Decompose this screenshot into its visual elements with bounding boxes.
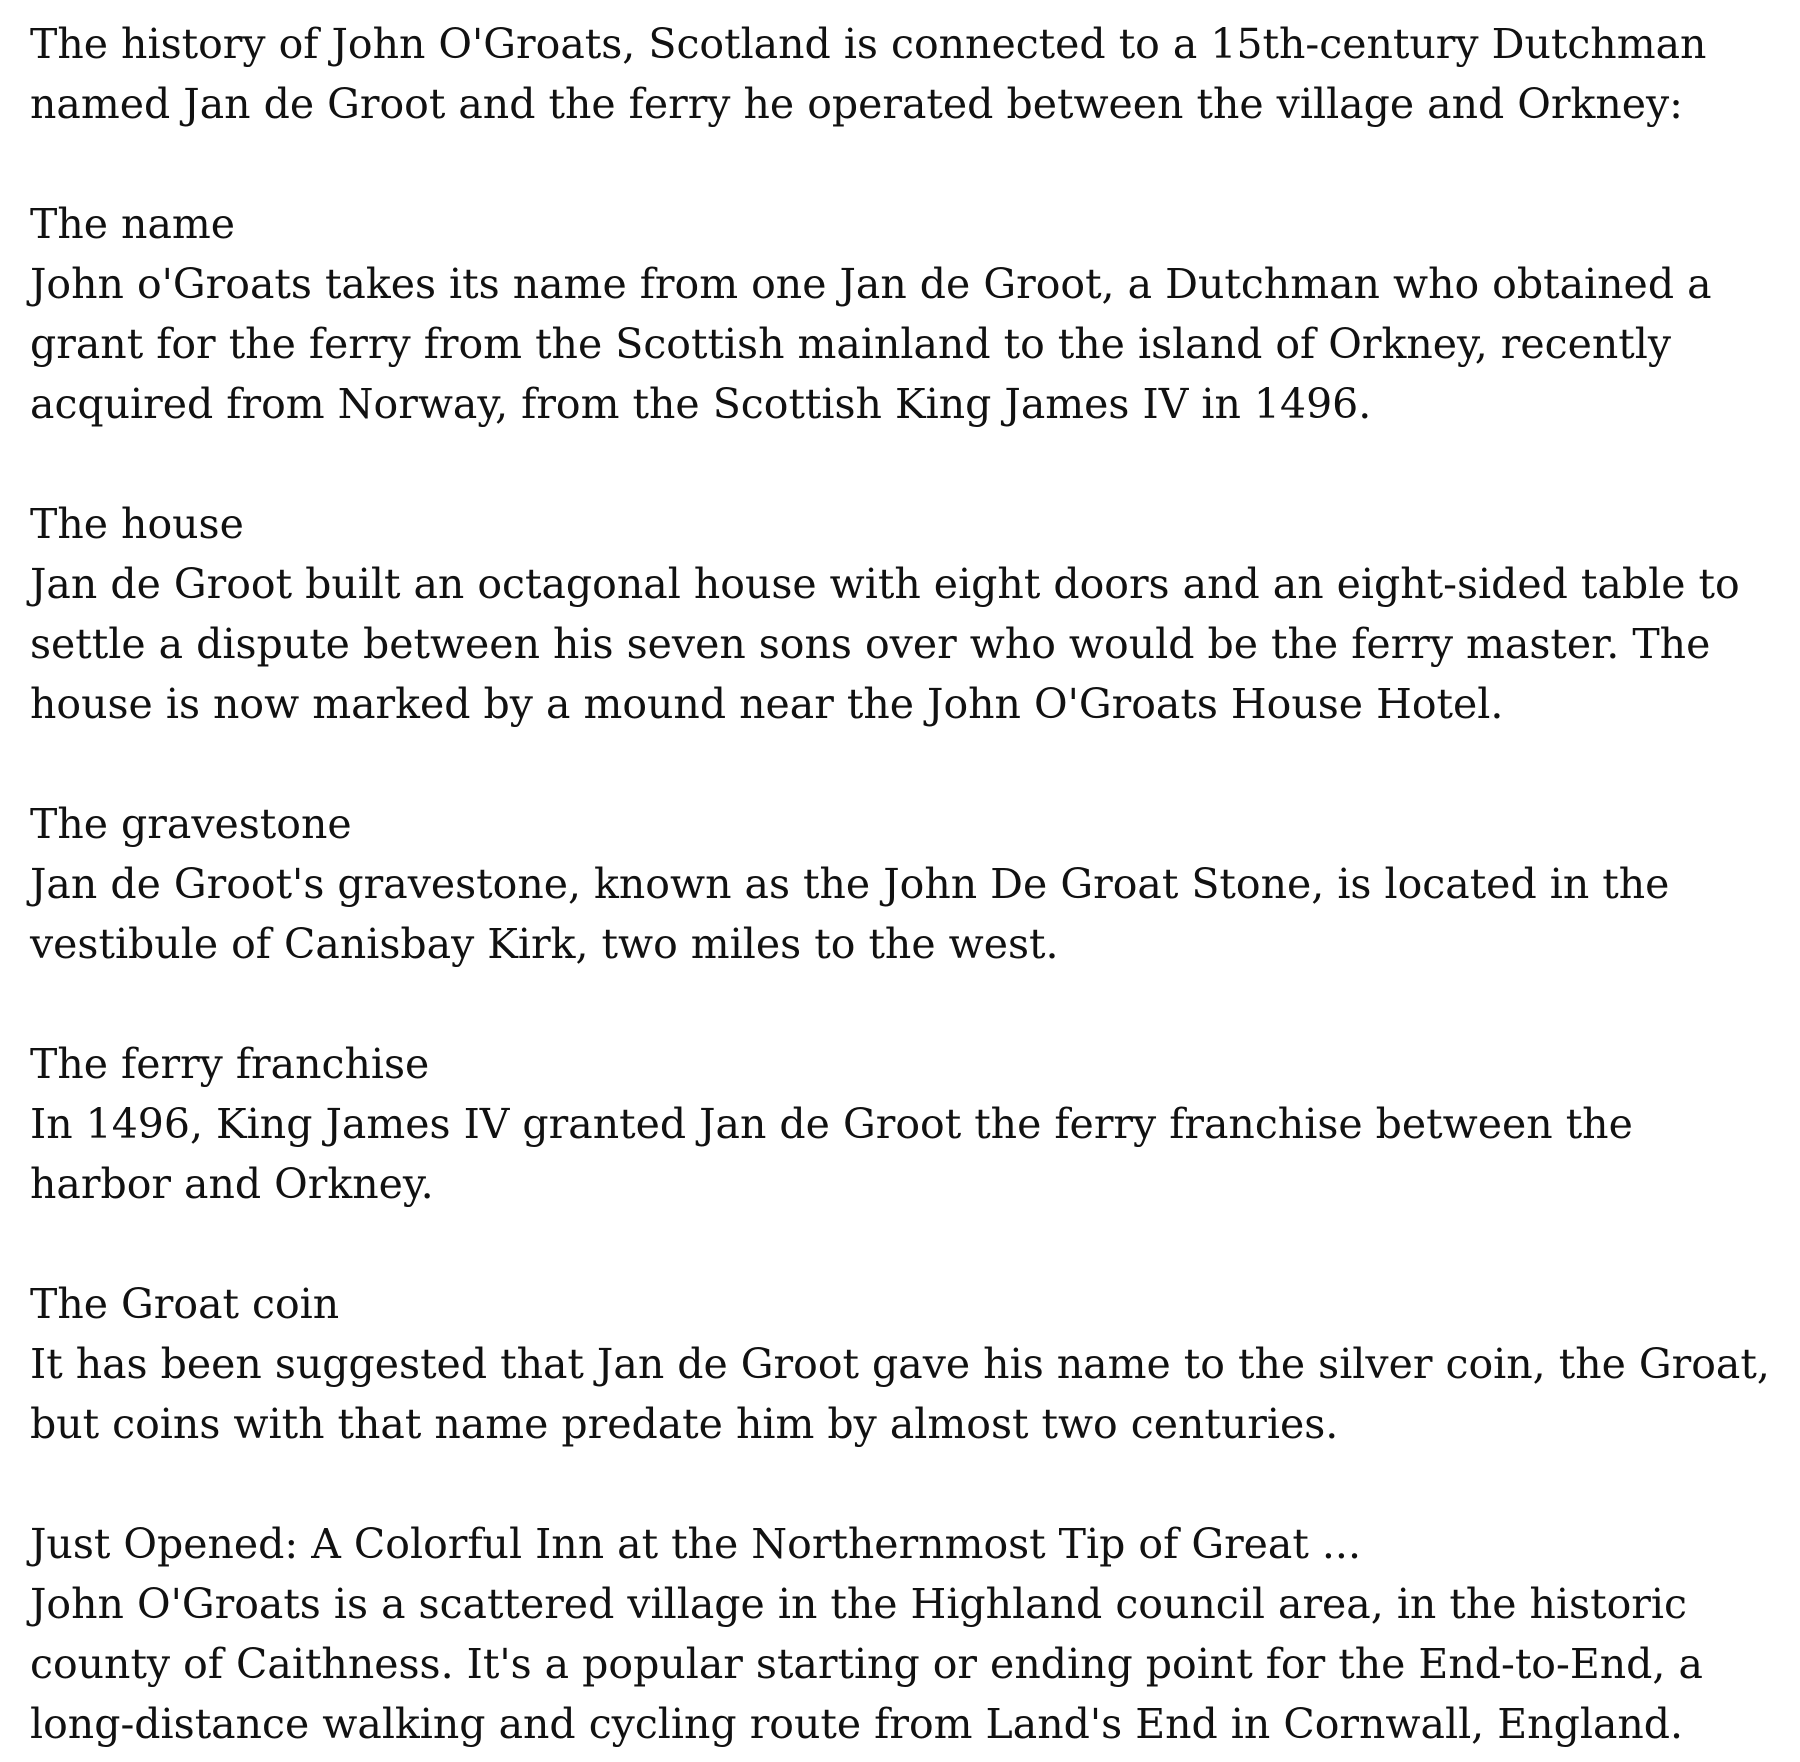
section-the-name bbox=[30, 194, 1770, 434]
section-the-groat-coin bbox=[30, 1274, 1770, 1454]
intro-paragraph: The history of John O'Groats, Scotland is connected to a 15th-century Dutchman named Jan de Groot and the ferry he operated between the village and Orkney: bbox=[30, 20, 1707, 128]
section-body: In 1496, King James IV granted Jan de Groot the ferry franchise between the harbor and Orkney. bbox=[30, 1100, 1633, 1208]
section-body: Jan de Groot's gravestone, known as the John De Groat Stone, is located in the vestibule of Canisbay Kirk, two miles to the west. bbox=[30, 860, 1670, 968]
section-heading: The name bbox=[30, 200, 236, 248]
section-body: It has been suggested that Jan de Groot gave his name to the silver coin, the Groat, but coins with that name predate him by almost two centuries. bbox=[30, 1340, 1770, 1448]
section-the-house bbox=[30, 494, 1770, 734]
document-body bbox=[30, 14, 1770, 1754]
section-the-ferry-franchise bbox=[30, 1034, 1770, 1214]
section-body: Jan de Groot built an octagonal house with eight doors and an eight-sided table to settle a dispute between his seven sons over who would be the ferry master. The house is now marked by a mound near the John O'Groats House Hotel. bbox=[30, 560, 1740, 728]
section-body: John O'Groats is a scattered village in the Highland council area, in the historic county of Caithness. It's a popular starting or ending point for the End-to-End, a long-distance walking and cycling route from Land's End in Cornwall, England. bbox=[30, 1580, 1703, 1748]
section-heading: The gravestone bbox=[30, 800, 352, 848]
section-body: John o'Groats takes its name from one Jan de Groot, a Dutchman who obtained a grant for the ferry from the Scottish mainland to the island of Orkney, recently acquired from Norway, from the Scottish King James IV in 1496. bbox=[30, 260, 1712, 428]
section-heading: The ferry franchise bbox=[30, 1040, 430, 1088]
section-heading: The house bbox=[30, 500, 244, 548]
section-the-gravestone bbox=[30, 794, 1770, 974]
section-heading: Just Opened: A Colorful Inn at the Northernmost Tip of Great ... bbox=[30, 1520, 1361, 1568]
section-just-opened bbox=[30, 1514, 1770, 1754]
section-heading: The Groat coin bbox=[30, 1280, 340, 1328]
